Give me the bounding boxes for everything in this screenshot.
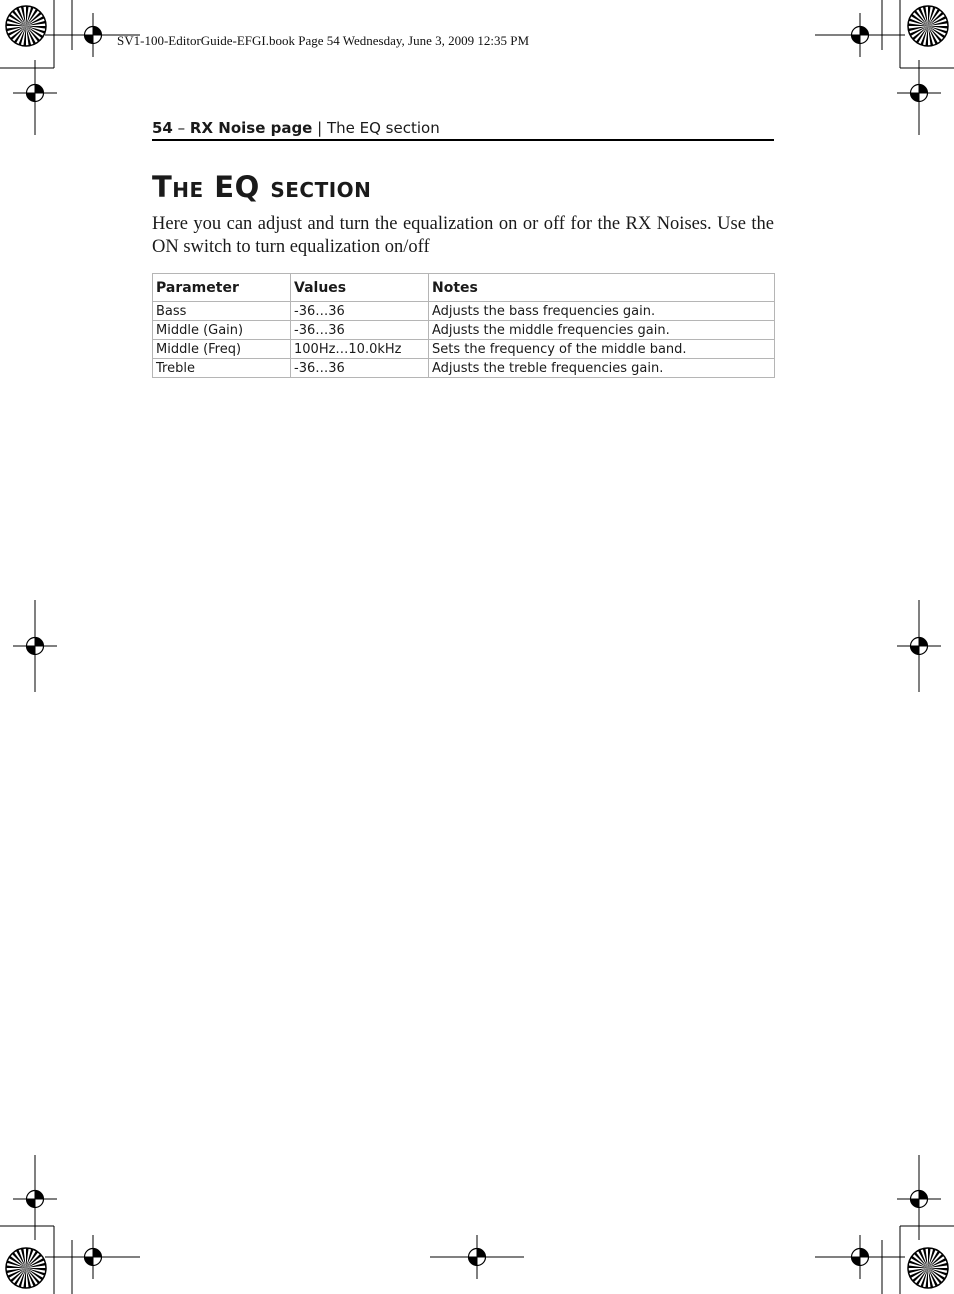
table-header-row bbox=[153, 274, 775, 302]
table-row bbox=[153, 359, 775, 378]
starburst-top-right bbox=[908, 6, 948, 46]
cell-notes: Adjusts the bass frequencies gain. bbox=[429, 302, 775, 321]
intro-paragraph: Here you can adjust and turn the equalization on or off for the RX Noises. Use the ON switch to turn equalization on/off bbox=[152, 214, 774, 257]
cell-parameter: Middle (Gain) bbox=[153, 321, 291, 340]
cell-notes: Adjusts the middle frequencies gain. bbox=[429, 321, 775, 340]
cell-parameter: Bass bbox=[153, 302, 291, 321]
starburst-bottom-left bbox=[6, 1248, 46, 1288]
cell-values: -36…36 bbox=[291, 302, 429, 321]
running-head-separator: – bbox=[172, 119, 190, 137]
cell-notes: Sets the frequency of the middle band. bbox=[429, 340, 775, 359]
cell-notes: Adjusts the treble frequencies gain. bbox=[429, 359, 775, 378]
cell-values: 100Hz…10.0kHz bbox=[291, 340, 429, 359]
table-row bbox=[153, 302, 775, 321]
table-row bbox=[153, 321, 775, 340]
column-header-parameter: Parameter bbox=[153, 274, 291, 302]
parameter-table bbox=[152, 273, 775, 378]
section-title: The EQ section bbox=[326, 119, 440, 137]
section-heading: The EQ section bbox=[152, 170, 372, 204]
chapter-title: RX Noise page bbox=[189, 119, 313, 137]
table-row bbox=[153, 340, 775, 359]
print-slug: SV1-100-EditorGuide-EFGI.book Page 54 Wednesday, June 3, 2009 12:35 PM bbox=[117, 33, 530, 48]
running-head bbox=[152, 119, 774, 141]
starburst-top-left bbox=[6, 6, 46, 46]
cell-parameter: Middle (Freq) bbox=[153, 340, 291, 359]
column-header-values: Values bbox=[291, 274, 429, 302]
running-head-divider: | bbox=[312, 119, 327, 137]
cell-values: -36…36 bbox=[291, 321, 429, 340]
starburst-bottom-right bbox=[908, 1248, 948, 1288]
cell-values: -36…36 bbox=[291, 359, 429, 378]
page-number: 54 bbox=[152, 119, 173, 137]
cell-parameter: Treble bbox=[153, 359, 291, 378]
column-header-notes: Notes bbox=[429, 274, 775, 302]
